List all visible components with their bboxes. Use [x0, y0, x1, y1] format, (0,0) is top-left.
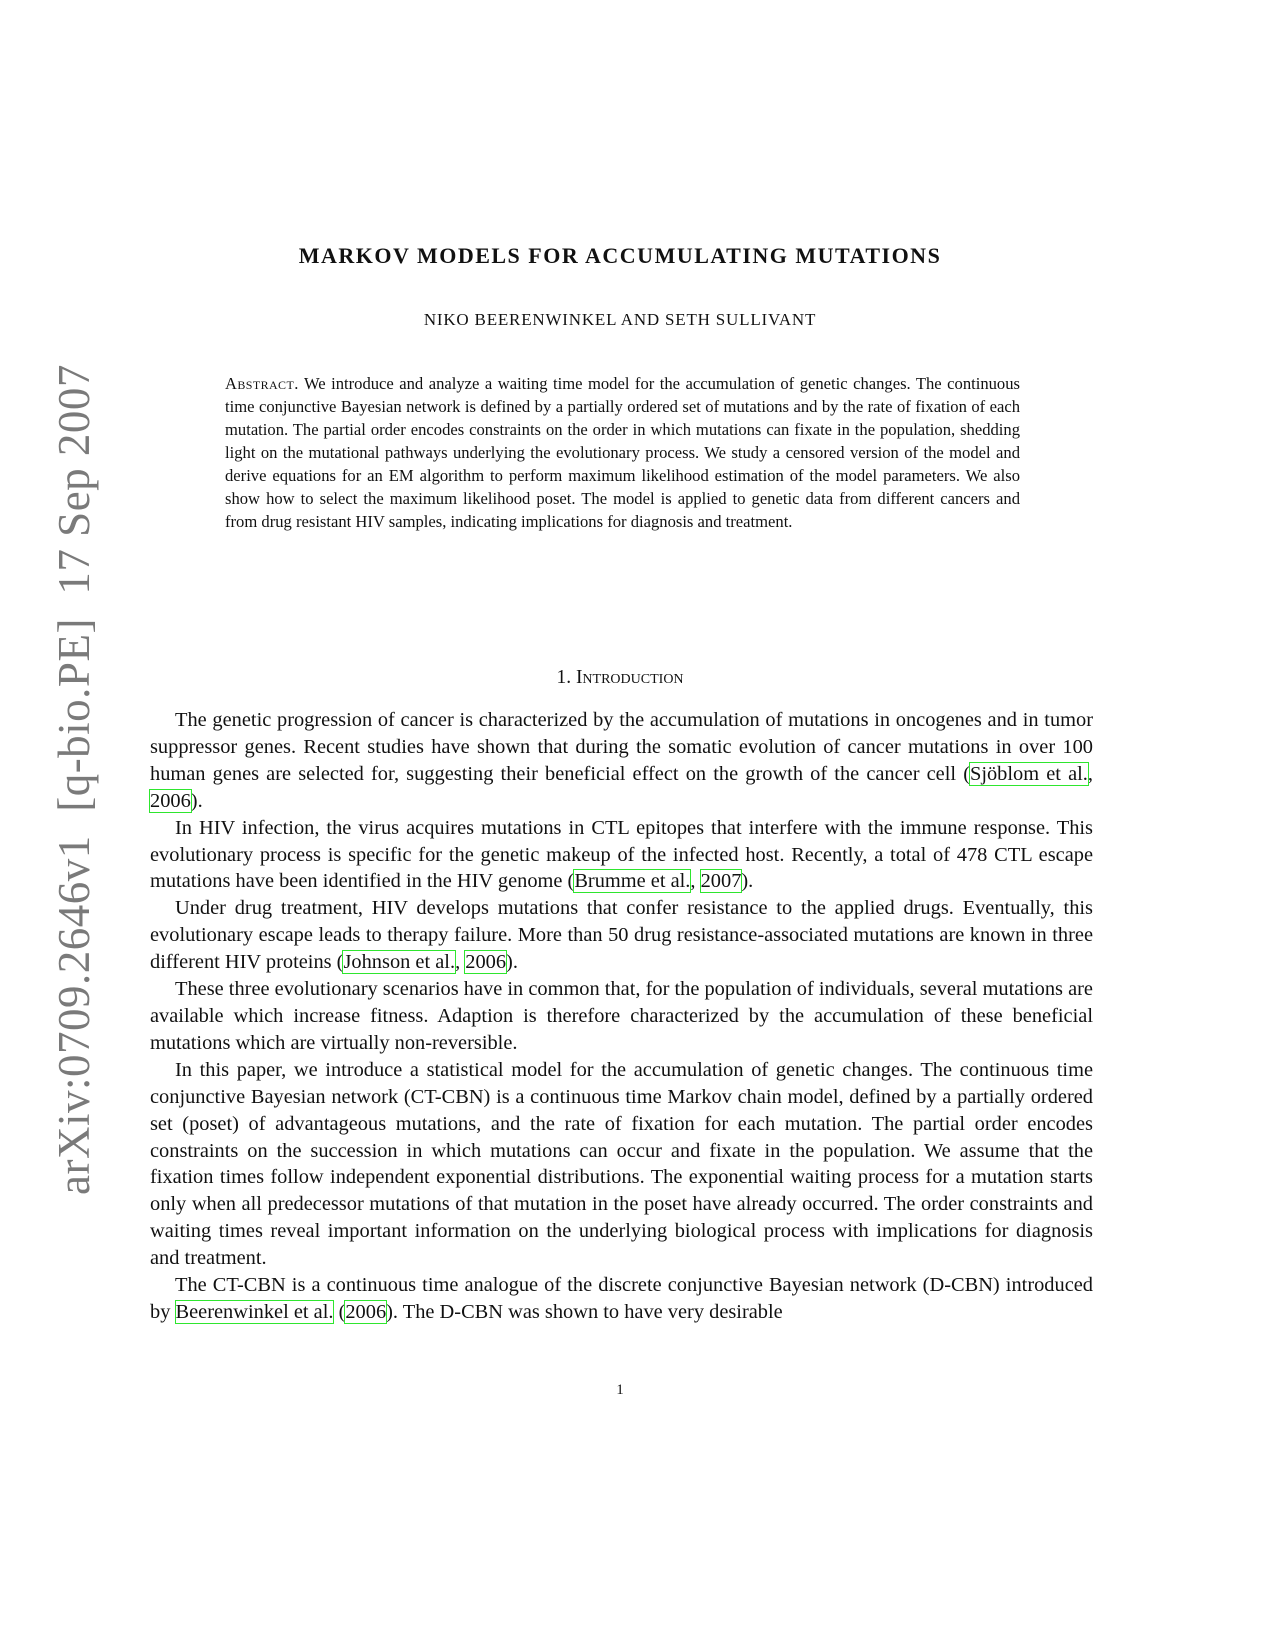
citation-year-link[interactable]: 2006 [150, 789, 191, 812]
citation-year-link[interactable]: 2007 [700, 870, 742, 893]
paragraph: These three evolutionary scenarios have in common that, for the population of individuals, several mutations are available which increase fitness. Adaption is therefore characterized by the accumulation of these beneficial mutations which are virtually non-reversible. [150, 978, 1093, 1054]
citation-link[interactable]: Sjöblom et al. [969, 762, 1088, 785]
arxiv-stamp: arXiv:0709.2646v1 [q-bio.PE] 17 Sep 2007 [49, 364, 99, 1195]
paragraph: The genetic progression of cancer is characterized by the accumulation of mutations in oncogenes and in tumor suppressor genes. Recent studies have shown that during the somatic evolution of cancer mutations in over 100 human genes are selected for, suggesting their beneficial effect on the growth of the cancer cell (Sjöblom et al., 2006). [150, 709, 1093, 812]
page-number: 1 [616, 1382, 624, 1398]
author-list: NIKO BEERENWINKEL AND SETH SULLIVANT [423, 310, 817, 329]
paragraph: The CT-CBN is a continuous time analogue of the discrete conjunctive Bayesian network (D-CBN) introduced by Beerenwinkel et al. (2006). The D-CBN was shown to have very desirable [150, 1274, 1093, 1323]
citation-link[interactable]: Brumme et al. [574, 870, 691, 893]
paragraph: In this paper, we introduce a statistical model for the accumulation of genetic changes. The continuous time conjunctive Bayesian network (CT-CBN) is a continuous time Markov chain model, defined by a partially ordered set (poset) of advantageous mutations, and the rate of fixation for each mutation. The partial order encodes constraints on the succession in which mutations can occur and fixate in the population. We assume that the fixation times follow independent exponential distributions. The exponential waiting process for a mutation starts only when all predecessor mutations of that mutation in the poset have already occurred. The order constraints and waiting times reveal important information on the underlying biological process with implications for diagnosis and treatment. [150, 1058, 1093, 1270]
abstract-label: Abstract. [225, 374, 299, 393]
citation-link[interactable]: Beerenwinkel et al. [175, 1300, 334, 1323]
paragraph: In HIV infection, the virus acquires mutations in CTL epitopes that interfere with the immune response. This evolutionary process is specific for the genetic makeup of the infected host. Recently, a total of 478 CTL escape mutations have been identified in the HIV genome (Brumme et al., 2007). [150, 816, 1093, 893]
citation-year-link[interactable]: 2006 [465, 951, 507, 974]
section-number: 1. [556, 667, 572, 688]
citation-link[interactable]: Johnson et al. [343, 951, 456, 974]
section-title: Introduction [575, 667, 684, 688]
paragraph: Under drug treatment, HIV develops mutations that confer resistance to the applied drugs. Eventually, this evolutionary escape leads to therapy failure. More than 50 drug resistance-associated mutations are known in three different HIV proteins (Johnson et al., 2006). [150, 897, 1093, 974]
citation-year-link[interactable]: 2006 [345, 1300, 387, 1323]
body-text [150, 707, 1093, 1326]
abstract-text: We introduce and analyze a waiting time model for the accumulation of genetic changes. The continuous time conjunctive Bayesian network is defined by a partially ordered set of mutations and by the rate of fixation of each mutation. The partial order encodes constraints on the order in which mutations can fixate in the population, shedding light on the mutational pathways underlying the evolutionary process. We study a censored version of the model and derive equations for an EM algorithm to perform maximum likelihood estimation of the model parameters. We also show how to select the maximum likelihood poset. The model is applied to genetic data from different cancers and from drug resistant HIV samples, indicating implications for diagnosis and treatment. [225, 374, 1020, 531]
paper-title: MARKOV MODELS FOR ACCUMULATING MUTATIONS [298, 243, 942, 268]
section-heading [150, 667, 1090, 689]
abstract [225, 372, 1020, 533]
